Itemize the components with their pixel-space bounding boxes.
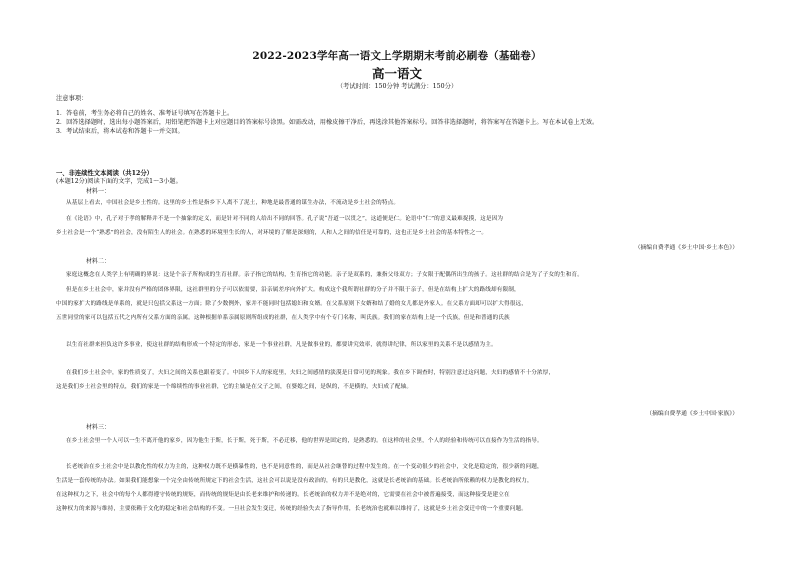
material-label: 材料一： xyxy=(86,188,111,195)
material-label: 材料二： xyxy=(86,258,111,265)
paragraph-line: 乡土社会是一个“熟悉”的社会，没有陌生人的社会。在熟悉的环境里生长的人，对环境的了解是深刻的，人和人之间的信任是可靠的，这也正是乡土社会的基本特性之一。 xyxy=(56,230,488,236)
paragraph-line: 但是在乡土社会中，家并没有严格的团体界限，这社群里的分子可以依需要，沿亲属差序向外扩大。构成这个我所谓社群的分子并不限于亲子，但是在结构上扩大的路线却有限制， xyxy=(66,287,520,293)
paragraph-line: 在《论语》中，孔子对于孝的解释并不是一个抽象的定义，而是针对不同的人给出不同的回答。孔子说“吾道一以贯之”，这道便是仁。论语中“仁”的意义最难捉摸，这是因为 xyxy=(66,216,504,222)
subject-title: 高一语文 xyxy=(371,66,422,81)
paragraph-line: 长老统治在乡土社会中是以教化性的权力为主的，这种权力既不是横暴性的，也不是同意性的，而是从社会继替的过程中发生的。在一个变动很少的社会中，文化是稳定的，很少新的问题， xyxy=(66,464,543,470)
note-item: 2．回答选择题时，选出每小题答案后，用铅笔把答题卡上对应题目的答案标号涂黑。如需改动，用橡皮擦干净后，再选涂其他答案标号。回答非选择题时，将答案写在答题卡上。写在本试卷上无效。 xyxy=(56,119,599,126)
paragraph-line: 中国的家扩大的路线是单系的，就是只包括父系这一方面；除了少数例外，家并不能同时包括媳妇和女婿。在父系原则下女婿和结了婚的女儿都是外家人。在父系方面却可以扩大得很远， xyxy=(56,301,527,307)
notes-heading: 注意事项： xyxy=(56,95,88,102)
source-citation: （摘编自费孝通《乡土中国·家族》） xyxy=(646,411,738,417)
paragraph-line: 这是我们乡土社会里的特点，我们的家是一个绵续性的事业社群，它的主轴是在父子之间，在婆媳之间，是纵的，不是横的，夫妇成了配轴。 xyxy=(56,384,413,390)
paragraph-line: 家庭这概念在人类学上有明确的界说：这是个亲子所构成的生育社群。亲子指它的结构，生育指它的功能。亲子是双系的，兼指父母双方；子女限于配偶所出生的孩子。这社群的结合是为了子女的生和育。 xyxy=(66,272,583,278)
time-info: （考试时间：150分钟 考试满分：150分） xyxy=(336,83,458,90)
exam-title: 2022-2023学年高一语文上学期期末考前必刷卷（基础卷） xyxy=(252,50,542,62)
paragraph-line: 在乡土社会里一个人可以一生不离开他的家乡，因为他生于斯，长于斯，死于斯，不必迁移，他的世界是固定的，是熟悉的。在这样的社会里，个人的经验和传统可以直接作为生活的指导。 xyxy=(66,438,543,444)
paragraph-line: 这种权力的来源与维持，主要依赖于文化的稳定和社会结构的不变。一旦社会发生变迁，传统的经验失去了指导作用，长老统治也就难以维持了，这就是乡土社会变迁中的一个重要问题。 xyxy=(56,506,527,512)
paragraph-line: 生活是一套传统的办法。如果我们能想象一个完全由传统所规定下的社会生活，这社会可以说是没有政治的，有的只是教化，这就是长老统治的基础。长老统治所依赖的权力是教化的权力， xyxy=(56,478,533,484)
material-label: 材料三： xyxy=(86,424,111,431)
paragraph-line: 在这种权力之下，社会中的每个人都得遵守传统的规矩，而传统的规矩是由长老来维护和传递的。长老统治的权力并不是绝对的，它需要在社会中被普遍接受，而这种接受是建立在 xyxy=(56,492,510,498)
paragraph-line: 在我们乡土社会中，家的性质变了，夫妇之间的关系也跟着变了。中国乡下人的家庭里，夫妇之间感情的淡漠是日常可见的现象。我在乡下调查时，特别注意过这问题，夫妇的感情不十分浓厚， xyxy=(66,370,555,376)
paragraph-line: 从基层上看去，中国社会是乡土性的。这里的乡土性是指乡下人离不了泥土，种地是最普通的谋生办法，不流动是乡土社会的特点。 xyxy=(66,200,400,206)
paragraph-line: 五世同堂的家可以包括五代之内所有父系方面的亲属。这种根据单系亲属原则所组成的社群，在人类学中有个专门名称，叫氏族。我们的家在结构上是一个氏族，但是和普通的氏族 xyxy=(56,315,510,321)
paragraph-line: 以生育社群来担负这许多事业，使这社群的结构形成一个特定的形态，家是一个事业社群，凡是做事业的，都要讲究效率，就得讲纪律，所以家里的关系不是以感情为主。 xyxy=(66,342,497,348)
section-instruction: (本题12分)阅读下面的文字，完成1～3小题。 xyxy=(56,178,182,185)
section-heading: 一、非连续性文本阅读（共12分） xyxy=(56,170,153,177)
note-item: 1．答卷前，考生务必将自己的姓名、准考证号填写在答题卡上。 xyxy=(56,110,234,117)
note-item: 3．考试结束后，将本试卷和答题卡一并交回。 xyxy=(56,128,184,135)
source-citation: （摘编自费孝通《乡土中国·乡土本色》） xyxy=(634,245,738,251)
